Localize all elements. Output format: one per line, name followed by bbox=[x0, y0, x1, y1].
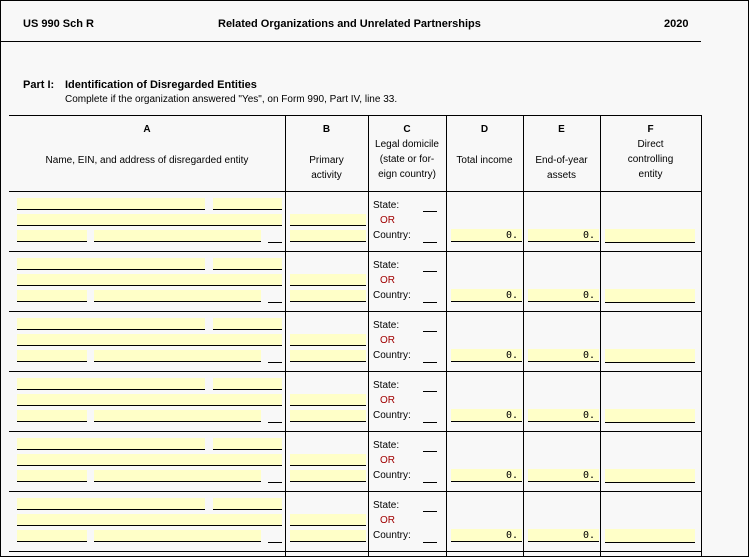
entity-city2-field[interactable] bbox=[94, 470, 261, 482]
total-income-field[interactable]: 0. bbox=[451, 229, 522, 242]
or-label: OR bbox=[380, 215, 395, 226]
entity-city2-field[interactable] bbox=[94, 530, 261, 542]
table-row bbox=[9, 432, 702, 492]
direct-controlling-entity-field[interactable] bbox=[605, 289, 695, 303]
primary-activity-field[interactable] bbox=[290, 454, 366, 466]
table-row bbox=[9, 312, 702, 372]
entity-state-field[interactable] bbox=[268, 302, 282, 303]
form-id: US 990 Sch R bbox=[23, 18, 94, 30]
direct-controlling-entity-field[interactable] bbox=[605, 349, 695, 363]
entity-ein-field[interactable] bbox=[213, 318, 282, 330]
entity-ein-field[interactable] bbox=[213, 198, 282, 210]
state-label: State: bbox=[373, 200, 400, 211]
total-income-field[interactable]: 0. bbox=[451, 349, 522, 362]
entity-city-field[interactable] bbox=[17, 290, 87, 302]
column-description: Direct bbox=[637, 139, 664, 150]
column-letter: D bbox=[480, 124, 489, 135]
entity-city-field[interactable] bbox=[17, 530, 87, 542]
primary-activity-field[interactable] bbox=[290, 334, 366, 346]
country-field[interactable] bbox=[423, 542, 437, 543]
or-label: OR bbox=[380, 455, 395, 466]
primary-activity-field[interactable] bbox=[290, 530, 366, 542]
entity-address-field[interactable] bbox=[17, 394, 282, 406]
entity-ein-field[interactable] bbox=[213, 498, 282, 510]
column-header-d bbox=[446, 115, 523, 191]
or-label: OR bbox=[380, 275, 395, 286]
entity-address-field[interactable] bbox=[17, 274, 282, 286]
entity-state-field[interactable] bbox=[268, 422, 282, 423]
part-title: Identification of Disregarded Entities bbox=[65, 79, 257, 91]
total-income-field[interactable]: 0. bbox=[451, 469, 522, 482]
entity-city2-field[interactable] bbox=[94, 350, 261, 362]
country-field[interactable] bbox=[423, 482, 437, 483]
entity-ein-field[interactable] bbox=[213, 378, 282, 390]
entity-ein-field[interactable] bbox=[213, 258, 282, 270]
column-description: controlling bbox=[627, 154, 674, 165]
column-letter: C bbox=[403, 124, 411, 135]
primary-activity-field[interactable] bbox=[290, 410, 366, 422]
primary-activity-field[interactable] bbox=[290, 350, 366, 362]
end-of-year-assets-field[interactable]: 0. bbox=[528, 289, 599, 302]
end-of-year-assets-field[interactable]: 0. bbox=[528, 409, 599, 422]
entity-city-field[interactable] bbox=[17, 470, 87, 482]
state-field[interactable] bbox=[423, 211, 437, 212]
entity-name-field[interactable] bbox=[17, 318, 205, 330]
end-of-year-assets-field[interactable]: 0. bbox=[528, 349, 599, 362]
state-label: State: bbox=[373, 380, 400, 391]
direct-controlling-entity-field[interactable] bbox=[605, 529, 695, 543]
country-label: Country: bbox=[373, 230, 411, 241]
total-income-field[interactable]: 0. bbox=[451, 289, 522, 302]
column-header-e bbox=[523, 115, 600, 191]
column-letter: F bbox=[647, 124, 654, 135]
country-label: Country: bbox=[373, 350, 411, 361]
state-field[interactable] bbox=[423, 391, 437, 392]
entity-address-field[interactable] bbox=[17, 334, 282, 346]
primary-activity-field[interactable] bbox=[290, 214, 366, 226]
entity-city2-field[interactable] bbox=[94, 290, 261, 302]
country-field[interactable] bbox=[423, 242, 437, 243]
state-label: State: bbox=[373, 500, 400, 511]
entity-name-field[interactable] bbox=[17, 498, 205, 510]
end-of-year-assets-field[interactable]: 0. bbox=[528, 229, 599, 242]
column-description: Name, EIN, and address of disregarded entity bbox=[45, 155, 249, 166]
column-description: Primary bbox=[309, 155, 344, 166]
entity-city-field[interactable] bbox=[17, 230, 87, 242]
part-instruction: Complete if the organization answered "Yes", on Form 990, Part IV, line 33. bbox=[65, 94, 398, 105]
entity-name-field[interactable] bbox=[17, 438, 205, 450]
column-letter: E bbox=[558, 124, 565, 135]
part-label: Part I: bbox=[23, 79, 55, 91]
country-label: Country: bbox=[373, 290, 411, 301]
state-field[interactable] bbox=[423, 271, 437, 272]
column-header-a bbox=[9, 115, 285, 191]
column-description: eign country) bbox=[378, 169, 436, 180]
column-description: entity bbox=[638, 169, 663, 180]
table-row bbox=[9, 492, 702, 552]
or-label: OR bbox=[380, 515, 395, 526]
total-income-field[interactable]: 0. bbox=[451, 409, 522, 422]
table-row bbox=[9, 252, 702, 312]
column-letter: B bbox=[322, 124, 331, 135]
or-label: OR bbox=[380, 335, 395, 346]
table-row bbox=[9, 372, 702, 432]
state-field[interactable] bbox=[423, 451, 437, 452]
column-description: Total income bbox=[456, 155, 513, 166]
country-field[interactable] bbox=[423, 422, 437, 423]
column-letter: A bbox=[143, 124, 151, 135]
direct-controlling-entity-field[interactable] bbox=[605, 469, 695, 483]
column-description: assets bbox=[547, 170, 576, 181]
country-label: Country: bbox=[373, 530, 411, 541]
primary-activity-field[interactable] bbox=[290, 470, 366, 482]
primary-activity-field[interactable] bbox=[290, 290, 366, 302]
column-description: End-of-year bbox=[535, 155, 588, 166]
entity-city2-field[interactable] bbox=[94, 230, 261, 242]
country-label: Country: bbox=[373, 410, 411, 421]
country-label: Country: bbox=[373, 470, 411, 481]
primary-activity-field[interactable] bbox=[290, 394, 366, 406]
column-header-b bbox=[285, 115, 368, 191]
entity-address-field[interactable] bbox=[17, 454, 282, 466]
column-description: activity bbox=[311, 170, 342, 181]
entity-city2-field[interactable] bbox=[94, 410, 261, 422]
entity-state-field[interactable] bbox=[268, 362, 282, 363]
or-label: OR bbox=[380, 395, 395, 406]
entity-state-field[interactable] bbox=[268, 482, 282, 483]
table-row bbox=[9, 192, 702, 252]
column-header-f bbox=[600, 115, 701, 191]
row-divider bbox=[9, 551, 702, 552]
end-of-year-assets-field[interactable]: 0. bbox=[528, 529, 599, 542]
state-label: State: bbox=[373, 260, 400, 271]
total-income-field[interactable]: 0. bbox=[451, 529, 522, 542]
column-description: (state or for- bbox=[379, 154, 435, 165]
entity-address-field[interactable] bbox=[17, 514, 282, 526]
country-field[interactable] bbox=[423, 362, 437, 363]
primary-activity-field[interactable] bbox=[290, 230, 366, 242]
direct-controlling-entity-field[interactable] bbox=[605, 409, 695, 423]
country-field[interactable] bbox=[423, 302, 437, 303]
end-of-year-assets-field[interactable]: 0. bbox=[528, 469, 599, 482]
column-header-c bbox=[368, 115, 446, 191]
state-field[interactable] bbox=[423, 511, 437, 512]
primary-activity-field[interactable] bbox=[290, 514, 366, 526]
entity-name-field[interactable] bbox=[17, 198, 205, 210]
column-description: Legal domicile bbox=[375, 139, 439, 150]
direct-controlling-entity-field[interactable] bbox=[605, 229, 695, 243]
state-label: State: bbox=[373, 440, 400, 451]
entity-city-field[interactable] bbox=[17, 350, 87, 362]
entity-address-field[interactable] bbox=[17, 214, 282, 226]
entity-state-field[interactable] bbox=[268, 542, 282, 543]
state-label: State: bbox=[373, 320, 400, 331]
entity-state-field[interactable] bbox=[268, 242, 282, 243]
state-field[interactable] bbox=[423, 331, 437, 332]
primary-activity-field[interactable] bbox=[290, 274, 366, 286]
form-year: 2020 bbox=[664, 18, 689, 30]
entity-ein-field[interactable] bbox=[213, 438, 282, 450]
entity-name-field[interactable] bbox=[17, 258, 205, 270]
form-title: Related Organizations and Unrelated Partnerships bbox=[218, 18, 481, 30]
entity-name-field[interactable] bbox=[17, 378, 205, 390]
form-header bbox=[1, 1, 701, 42]
entity-city-field[interactable] bbox=[17, 410, 87, 422]
